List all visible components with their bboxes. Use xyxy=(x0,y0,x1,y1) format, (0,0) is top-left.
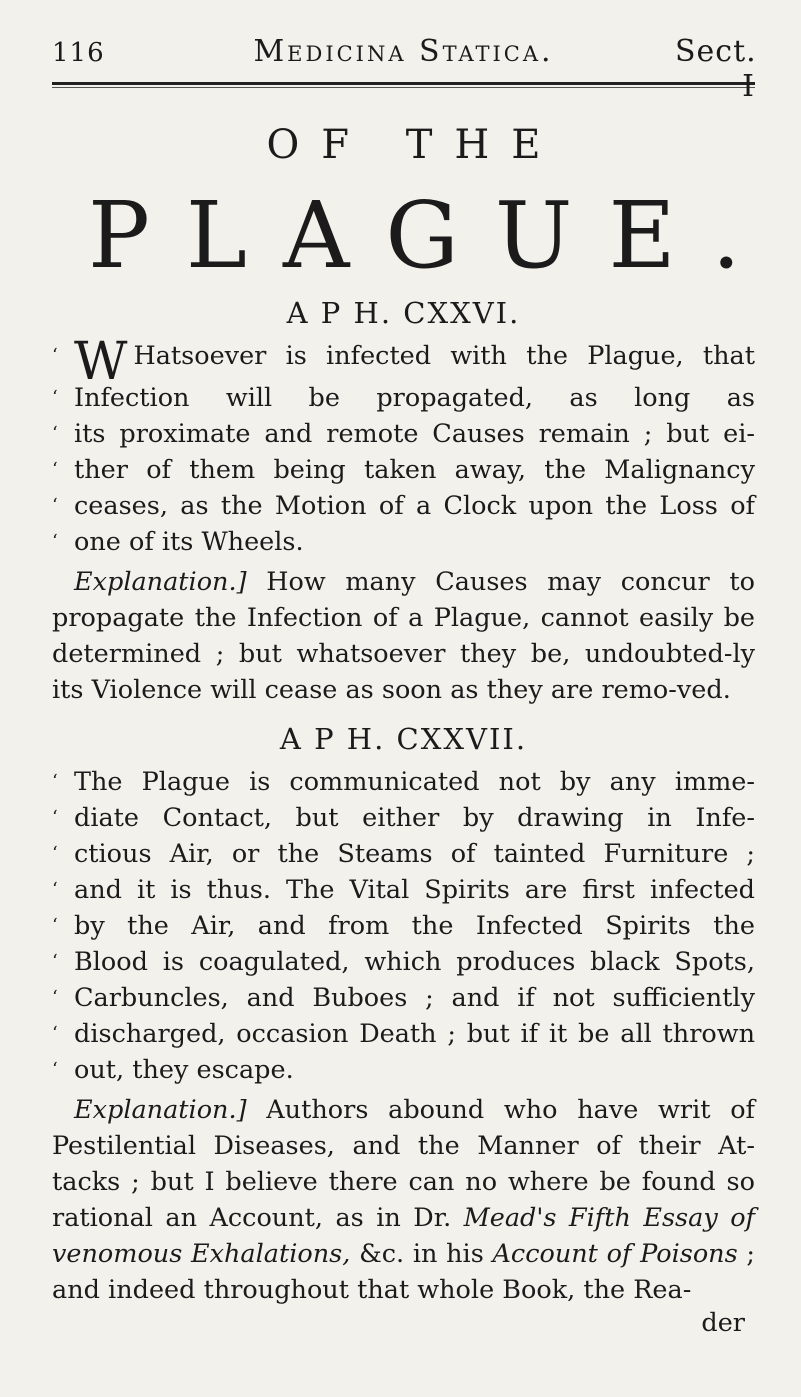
quote-mark: ‘ xyxy=(52,807,58,828)
quote-mark: ‘ xyxy=(52,987,58,1008)
page-number: 116 xyxy=(52,38,105,68)
running-title: Medicina Statica. xyxy=(253,34,554,69)
explanation-label: Explanation.] xyxy=(74,567,247,597)
drop-initial: W xyxy=(74,332,128,392)
quote-mark: ‘ xyxy=(52,495,58,516)
aphorism-line: ‘ its proximate and remote Causes remain ; but ei- xyxy=(52,416,755,452)
quote-mark: ‘ xyxy=(52,531,58,552)
running-head xyxy=(52,34,757,104)
book-title: Account of Poisons xyxy=(492,1239,738,1269)
quote-mark: ‘ xyxy=(52,459,58,480)
quote-mark: ‘ xyxy=(52,879,58,900)
aphorism-line: ‘ diate Contact, but either by drawing in Infe- xyxy=(52,800,755,836)
aphorism-line: ‘ out, they escape. xyxy=(52,1052,755,1088)
catchword: der xyxy=(701,1308,745,1338)
aphorism-line: ‘ and it is thus. The Vital Spirits are first infected xyxy=(52,872,755,908)
aphorism-line: ‘ ther of them being taken away, the Malignancy xyxy=(52,452,755,488)
aphorism-line: ‘ Infection will be propagated, as long as xyxy=(52,380,755,416)
aphorism-line: ‘ ctious Air, or the Steams of tainted Furniture ; xyxy=(52,836,755,872)
quote-mark: ‘ xyxy=(52,387,58,408)
aphorism-line: ‘ one of its Wheels. xyxy=(52,524,755,560)
quote-mark: ‘ xyxy=(52,771,58,792)
essay-title: Fifth Essay of venomous Exhalations, xyxy=(52,1203,755,1269)
quote-mark: ‘ xyxy=(52,1023,58,1044)
aphorism-line: ‘ W Hatsoever is infected with the Plague, that xyxy=(52,332,755,392)
quote-mark: ‘ xyxy=(52,423,58,444)
quote-mark: ‘ xyxy=(52,843,58,864)
aphorism-line: ‘ The Plague is communicated not by any imme- xyxy=(52,764,755,800)
quote-mark: ‘ xyxy=(52,345,58,366)
quote-mark: ‘ xyxy=(52,951,58,972)
aphorism-127-heading: A P H. CXXVII. xyxy=(279,722,528,756)
header-rule xyxy=(52,82,755,85)
aphorism-126-text xyxy=(52,332,755,560)
explanation-label: Explanation.] xyxy=(74,1095,247,1125)
aphorism-127-explanation: Explanation.] Authors abound who have writ of Pestilential Diseases, and the Manner of their At-tacks ; but I believe there can no where be found so rational an Account, as in Dr. Mead's Fifth Essay of venomous Exhalations, &c. in his Account of Poisons ; and indeed throughout that whole Book, the Rea- xyxy=(52,1095,755,1305)
aphorism-line: ‘ Blood is coagulated, which produces black Spots, xyxy=(52,944,755,980)
aphorism-line: ‘ discharged, occasion Death ; but if it be all thrown xyxy=(52,1016,755,1052)
aphorism-127-text xyxy=(52,764,755,1088)
aphorism-126-heading: A P H. CXXVI. xyxy=(286,296,521,330)
running-section: Sect. I xyxy=(675,34,757,104)
aphorism-line: ‘ ceases, as the Motion of a Clock upon the Loss of xyxy=(52,488,755,524)
aphorism-line: ‘ Carbuncles, and Buboes ; and if not sufficiently xyxy=(52,980,755,1016)
header-rule-thin xyxy=(52,87,755,88)
aphorism-line: ‘ by the Air, and from the Infected Spirits the xyxy=(52,908,755,944)
quote-mark: ‘ xyxy=(52,1059,58,1080)
quote-mark: ‘ xyxy=(52,915,58,936)
title-of-the: OF THE xyxy=(266,122,563,168)
author-reference: Mead's xyxy=(463,1203,557,1233)
title-plague: PLAGUE. xyxy=(88,182,777,289)
aphorism-126-explanation: Explanation.] How many Causes may concur to propagate the Infection of a Plague, cannot easily be determined ; but whatsoever they be, undoubted-ly its Violence will cease as soon as they are remo-ved. xyxy=(52,567,755,705)
